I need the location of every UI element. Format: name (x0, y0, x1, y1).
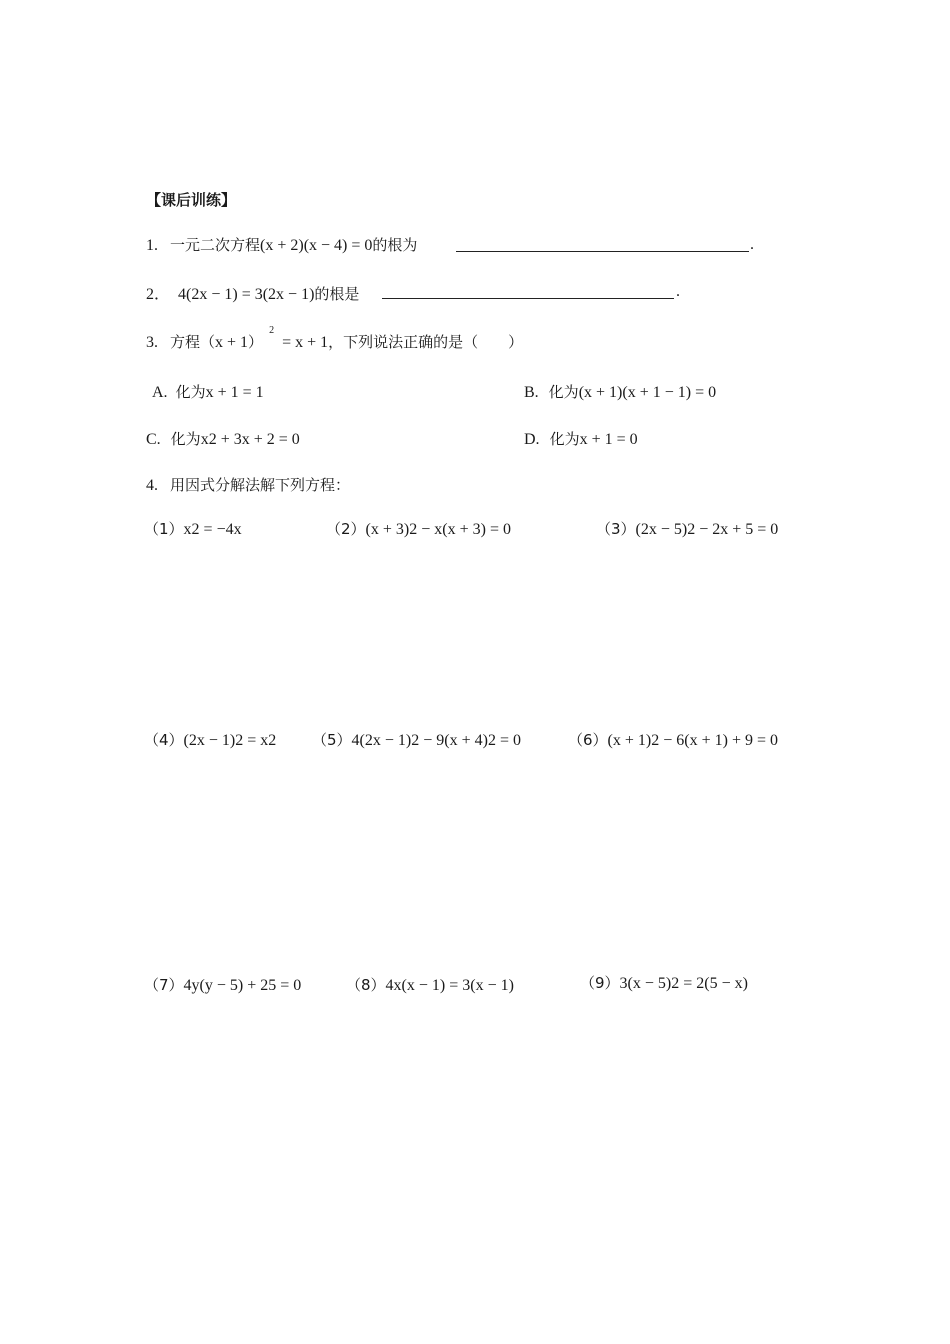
option-expr: x (200, 431, 209, 448)
answer-blank[interactable] (382, 298, 674, 299)
sub-label: （4） (144, 731, 184, 749)
exponent: 2 (487, 732, 496, 749)
exponent: 2 (411, 732, 420, 749)
sub-question-2 (326, 518, 511, 539)
sub-question-8 (346, 974, 514, 995)
sub-question-4 (144, 729, 276, 750)
equation: (2x − 5) (635, 521, 688, 538)
equation: (2x − 1) (183, 732, 236, 749)
question-text: 的根为 (372, 236, 418, 254)
equation: − 2x + 5 = 0 (699, 521, 779, 538)
question-3 (146, 325, 524, 352)
question-number: 2． (146, 286, 171, 303)
sub-label: （3） (596, 520, 636, 538)
option-expr: x + 1 = 0 (579, 431, 638, 448)
answer-blank[interactable] (456, 251, 749, 252)
question-text: ，下列说法正确的是（ ） (328, 333, 524, 351)
equation: (x + 1) (607, 732, 652, 749)
equation: 4y(y − 5) + 25 = 0 (183, 977, 302, 994)
option-label: A. (152, 384, 168, 401)
option-text: 化为 (549, 430, 580, 448)
question-number: 1. (146, 237, 158, 254)
option-label: C. (146, 431, 161, 448)
sub-label: （9） (580, 974, 620, 992)
period: . (676, 283, 680, 300)
exponent: 2 (671, 975, 680, 992)
option-text: 化为 (548, 383, 579, 401)
exponent: 2 (651, 732, 660, 749)
question-4 (146, 474, 350, 495)
question-number: 4. (146, 477, 158, 494)
question-1 (146, 234, 417, 255)
option-d[interactable] (524, 428, 638, 449)
question-text: 一元二次方程 (170, 236, 261, 254)
exponent: 2 (687, 521, 696, 538)
sub-question-5 (312, 729, 521, 750)
equation: = −4x (203, 521, 242, 538)
equation: = 0 (499, 732, 521, 749)
sub-label: （2） (326, 520, 366, 538)
option-text: 化为 (170, 430, 201, 448)
equation: − 6(x + 1) + 9 = 0 (663, 732, 778, 749)
exponent: 2 (235, 732, 244, 749)
equation: x + 1 (215, 334, 249, 351)
exponent: 2 (208, 431, 217, 448)
exponent: 2 (268, 732, 277, 749)
exponent: 2 (409, 521, 418, 538)
equation: (x + 2)(x − 4) = 0 (260, 237, 373, 254)
exponent: 2 (269, 325, 275, 336)
sub-question-6 (568, 729, 778, 750)
sub-question-1 (144, 518, 242, 539)
question-2 (146, 281, 359, 304)
exponent: 2 (191, 521, 200, 538)
equation: x (183, 521, 192, 538)
sub-question-3 (596, 518, 778, 539)
equation: 4(2x − 1) (351, 732, 412, 749)
equation: = x (247, 732, 269, 749)
equation: = 2(5 − x) (683, 975, 748, 992)
option-label: D. (524, 431, 540, 448)
option-expr: (x + 1)(x + 1 − 1) = 0 (578, 384, 717, 401)
question-text: 的根是 (314, 285, 360, 303)
section-title: 【课后训练】 (146, 191, 237, 209)
sub-question-9 (580, 972, 748, 993)
sub-label: （6） (568, 731, 608, 749)
option-c[interactable] (146, 428, 300, 449)
equation: 4x(x − 1) = 3(x − 1) (385, 977, 514, 994)
question-number: 3. (146, 334, 158, 351)
equation: 4(2x − 1) = 3(2x − 1) (178, 286, 315, 303)
period: . (750, 236, 754, 253)
option-b[interactable] (524, 381, 716, 402)
question-text: ） (248, 333, 264, 351)
option-a[interactable] (152, 381, 264, 402)
sub-question-7 (144, 974, 301, 995)
sub-label: （5） (312, 731, 352, 749)
question-text: 方程（ (170, 333, 216, 351)
equation: − 9(x + 4) (423, 732, 488, 749)
sub-label: （8） (346, 976, 386, 994)
option-text: 化为 (175, 383, 206, 401)
equation: (x + 3) (365, 521, 410, 538)
option-label: B. (524, 384, 539, 401)
sub-label: （1） (144, 520, 184, 538)
equation: 3(x − 5) (619, 975, 672, 992)
option-expr: x + 1 = 1 (205, 384, 264, 401)
sub-label: （7） (144, 976, 184, 994)
option-expr: + 3x + 2 = 0 (220, 431, 300, 448)
equation: = x + 1 (282, 334, 329, 351)
question-text: 用因式分解法解下列方程： (170, 476, 351, 494)
equation: − x(x + 3) = 0 (421, 521, 511, 538)
